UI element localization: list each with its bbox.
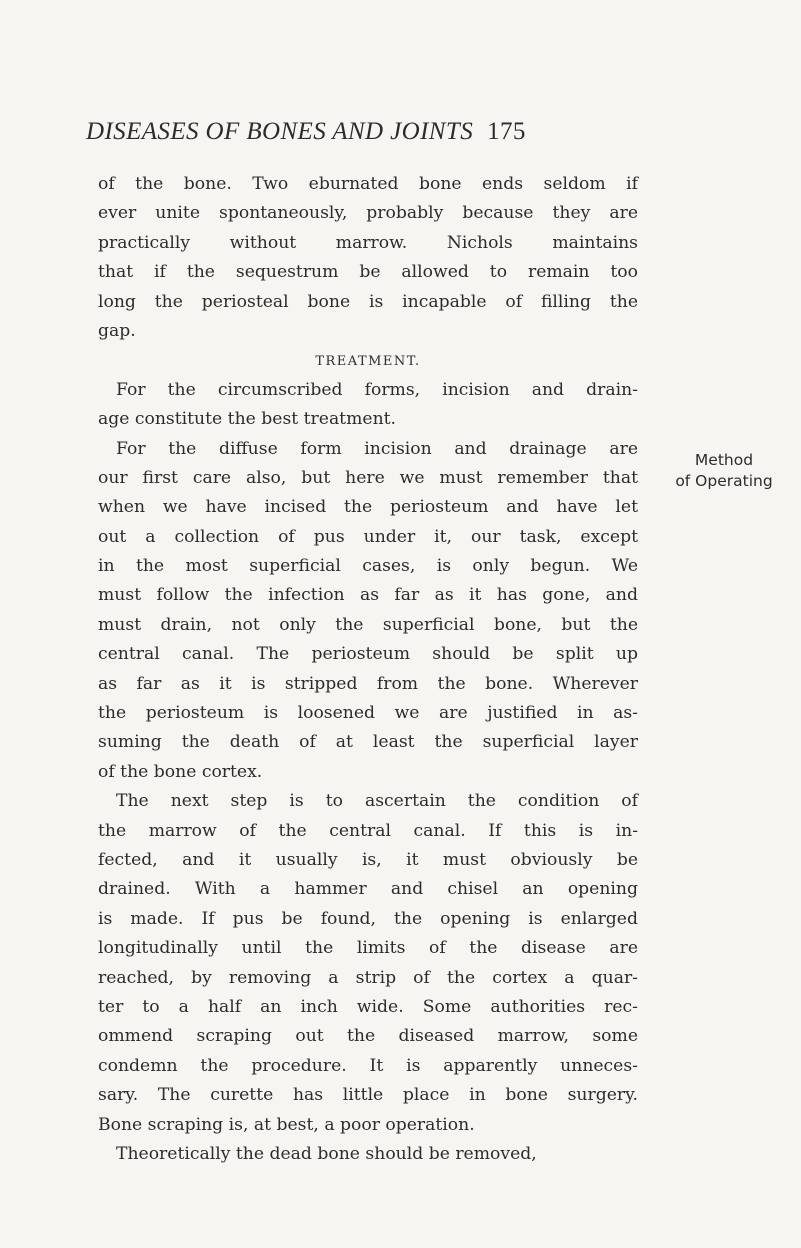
text-line: condemn the procedure. It is apparently unneces-: [98, 1055, 638, 1076]
text-line: as far as it is stripped from the bone. Wherever: [98, 673, 638, 694]
text-line: that if the sequestrum be allowed to remain too: [98, 262, 638, 283]
text-line: suming the death of at least the superficial layer: [98, 732, 638, 753]
text-line: of the bone cortex.: [98, 761, 263, 782]
text-line: For the diffuse form incision and drainage are: [116, 438, 638, 459]
text-line: sary. The curette has little place in bone surgery.: [98, 1085, 638, 1106]
text-line: Theoretically the dead bone should be removed,: [116, 1143, 537, 1164]
text-line: the periosteum is loosened we are justified in as-: [98, 703, 638, 724]
text-line: ter to a half an inch wide. Some authorities rec-: [98, 996, 638, 1017]
text-line: in the most superficial cases, is only begun. We: [98, 556, 638, 577]
text-line: fected, and it usually is, it must obviously be: [98, 849, 638, 870]
text-line: ommend scraping out the diseased marrow, some: [98, 1026, 638, 1047]
text-line: the marrow of the central canal. If this is in-: [98, 820, 638, 841]
text-line: central canal. The periosteum should be split up: [98, 644, 638, 665]
margin-note-line: of Operating: [675, 472, 773, 490]
page-number: 175: [487, 118, 526, 145]
text-line: must drain, not only the superficial bone, but the: [98, 614, 638, 635]
margin-note: [648, 450, 800, 492]
text-line: reached, by removing a strip of the cortex a quar-: [98, 967, 638, 988]
text-line: of the bone. Two eburnated bone ends seldom if: [98, 174, 638, 194]
text-line: ever unite spontaneously, probably because they are: [98, 203, 638, 224]
margin-note-line: Method: [694, 451, 754, 469]
text-line: drained. With a hammer and chisel an opening: [98, 879, 638, 900]
text-line: out a collection of pus under it, our task, except: [98, 526, 638, 547]
text-line: is made. If pus be found, the opening is enlarged: [98, 908, 638, 929]
text-line: longitudinally until the limits of the disease are: [98, 938, 638, 959]
running-head: [86, 118, 646, 146]
running-head-title: DISEASES OF BONES AND JOINTS: [86, 118, 474, 145]
text-line: gap.: [98, 320, 136, 341]
section-heading: TREATMENT.: [315, 354, 421, 370]
body-text: [98, 170, 638, 1169]
text-line: our first care also, but here we must remember that: [98, 467, 638, 488]
text-line: The next step is to ascertain the condition of: [116, 791, 638, 812]
text-line: Bone scraping is, at best, a poor operation.: [98, 1114, 475, 1135]
text-line: long the periosteal bone is incapable of filling the: [98, 291, 638, 312]
text-line: age constitute the best treatment.: [98, 409, 397, 430]
text-line: must follow the infection as far as it has gone, and: [98, 585, 638, 606]
text-line: practically without marrow. Nichols maintains: [98, 232, 638, 253]
text-line: For the circumscribed forms, incision and drain-: [116, 379, 638, 400]
text-line: when we have incised the periosteum and have let: [98, 497, 638, 518]
